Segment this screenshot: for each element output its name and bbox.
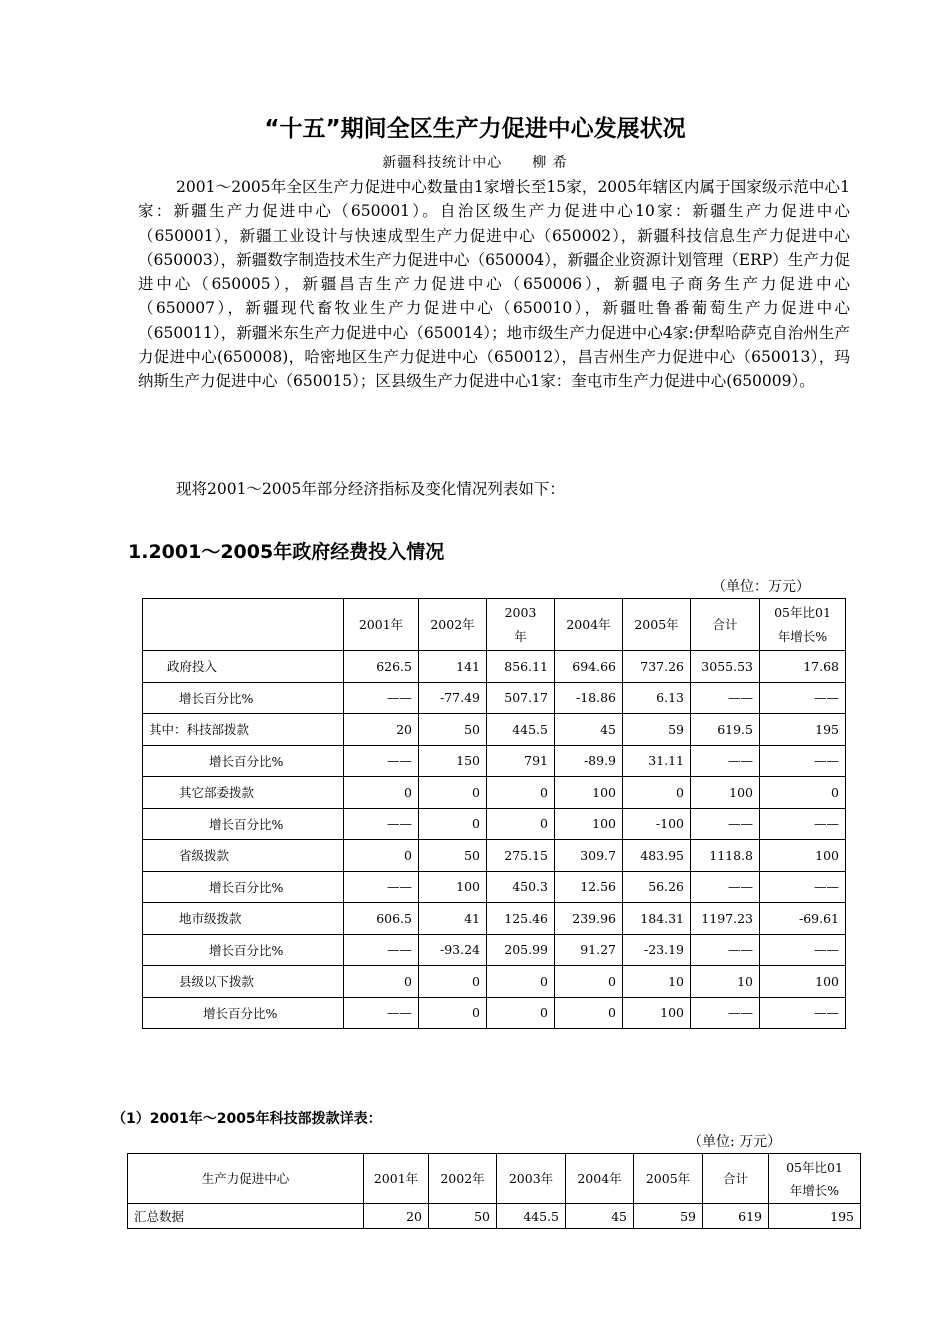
value-cell: 31.11 (623, 745, 691, 777)
table-row (143, 966, 846, 998)
table-row (143, 682, 846, 714)
value-cell: 20 (344, 714, 419, 746)
value-cell: 483.95 (623, 840, 691, 872)
header-cell (143, 599, 344, 651)
header-cell: 合计 (691, 599, 760, 651)
ministry-funding-detail-table (127, 1153, 861, 1229)
value-cell: 59 (623, 714, 691, 746)
author-line (0, 152, 950, 172)
table-row (143, 903, 846, 935)
row-label: 增长百分比% (143, 808, 344, 840)
value-cell: -93.24 (419, 934, 487, 966)
value-cell: -77.49 (419, 682, 487, 714)
value-cell: —— (760, 934, 846, 966)
value-cell: 0 (344, 777, 419, 809)
value-cell: —— (691, 997, 760, 1029)
row-label: 增长百分比% (143, 682, 344, 714)
value-cell: 694.66 (555, 651, 623, 683)
value-cell: 41 (419, 903, 487, 935)
value-cell: 100 (691, 777, 760, 809)
header-cell: 2002年 (419, 599, 487, 651)
value-cell: -23.19 (623, 934, 691, 966)
table-intro-paragraph: 现将2001～2005年部分经济指标及变化情况列表如下： (176, 480, 565, 498)
value-cell: —— (691, 871, 760, 903)
section2-heading: （1）2001年～2005年科技部拨款详表： (112, 1111, 382, 1127)
header-cell: 2005年 (623, 599, 691, 651)
header-cell: 05年比01 年增长% (760, 599, 846, 651)
value-cell: 445.5 (487, 714, 555, 746)
table-row (143, 840, 846, 872)
value-cell: 100 (760, 840, 846, 872)
value-cell: 59 (634, 1204, 703, 1229)
value-cell: 50 (429, 1204, 497, 1229)
value-cell: 0 (487, 966, 555, 998)
table-row (143, 651, 846, 683)
value-cell: 91.27 (555, 934, 623, 966)
document-title: “十五”期间全区生产力促进中心发展状况 (264, 116, 686, 142)
value-cell: 1197.23 (691, 903, 760, 935)
row-label: 汇总数据 (128, 1204, 364, 1229)
author-name: 柳 希 (532, 155, 568, 171)
value-cell: —— (344, 808, 419, 840)
value-cell: 856.11 (487, 651, 555, 683)
value-cell: 737.26 (623, 651, 691, 683)
value-cell: 0 (344, 840, 419, 872)
value-cell: —— (344, 997, 419, 1029)
value-cell: 507.17 (487, 682, 555, 714)
value-cell: —— (691, 934, 760, 966)
value-cell: —— (760, 808, 846, 840)
value-cell: 100 (623, 997, 691, 1029)
table-row (143, 871, 846, 903)
value-cell: 0 (555, 997, 623, 1029)
value-cell: 100 (555, 777, 623, 809)
value-cell: -18.86 (555, 682, 623, 714)
value-cell: 0 (760, 777, 846, 809)
value-cell: 100 (555, 808, 623, 840)
value-cell: —— (760, 745, 846, 777)
value-cell: 0 (623, 777, 691, 809)
value-cell: 606.5 (344, 903, 419, 935)
value-cell: 445.5 (497, 1204, 566, 1229)
header-cell: 2001年 (364, 1154, 429, 1204)
table-row (143, 745, 846, 777)
table-row (143, 777, 846, 809)
row-label: 增长百分比% (143, 871, 344, 903)
value-cell: 45 (566, 1204, 634, 1229)
value-cell: —— (691, 745, 760, 777)
header-cell: 05年比01 年增长% (769, 1154, 861, 1204)
value-cell: 626.5 (344, 651, 419, 683)
value-cell: 56.26 (623, 871, 691, 903)
value-cell: 205.99 (487, 934, 555, 966)
value-cell: -89.9 (555, 745, 623, 777)
value-cell: 619 (703, 1204, 769, 1229)
value-cell: —— (344, 871, 419, 903)
value-cell: 184.31 (623, 903, 691, 935)
value-cell: 239.96 (555, 903, 623, 935)
row-label: 其中：科技部拨款 (143, 714, 344, 746)
value-cell: 17.68 (760, 651, 846, 683)
section1-heading: 1.2001～2005年政府经费投入情况 (128, 541, 445, 563)
row-label: 政府投入 (143, 651, 344, 683)
author-org: 新疆科技统计中心 (382, 155, 503, 171)
value-cell: 0 (419, 997, 487, 1029)
value-cell: 6.13 (623, 682, 691, 714)
header-cell: 2003年 (497, 1154, 566, 1204)
value-cell: -100 (623, 808, 691, 840)
value-cell: 0 (555, 966, 623, 998)
value-cell: -69.61 (760, 903, 846, 935)
value-cell: 141 (419, 651, 487, 683)
value-cell: 195 (760, 714, 846, 746)
value-cell: —— (344, 745, 419, 777)
row-label: 增长百分比% (143, 997, 344, 1029)
value-cell: —— (760, 682, 846, 714)
header-cell: 2005年 (634, 1154, 703, 1204)
table-row (143, 934, 846, 966)
value-cell: 45 (555, 714, 623, 746)
value-cell: —— (344, 934, 419, 966)
intro-paragraph: 2001～2005年全区生产力促进中心数量由1家增长至15家，2005年辖区内属于国家级示范中心1家：新疆生产力促进中心（650001）。自治区级生产力促进中心10家：新疆生产力促进中心（650001），新疆工业设计与快速成型生产力促进中心（650002），新疆科技信息生产力促进中心（650003），新疆数字制造技术生产力促进中心（650004），新疆企业资源计划管理（ERP）生产力促进中心（650005），新疆昌吉生产力促进中心（650006），新疆电子商务生产力促进中心（650007），新疆现代畜牧业生产力促进中心（650010），新疆吐鲁番葡萄生产力促进中心（650011），新疆米东生产力促进中心（650014）；地市级生产力促进中心4家:伊犁哈萨克自治州生产力促进中心(650008)，哈密地区生产力促进中心（650012），昌吉州生产力促进中心（650013），玛纳斯生产力促进中心（650015）；区县级生产力促进中心1家：奎屯市生产力促进中心(650009）。 (138, 178, 850, 391)
value-cell: —— (691, 682, 760, 714)
table-row (143, 808, 846, 840)
value-cell: 0 (487, 777, 555, 809)
value-cell: 3055.53 (691, 651, 760, 683)
table-row (143, 714, 846, 746)
row-label: 省级拨款 (143, 840, 344, 872)
value-cell: 50 (419, 714, 487, 746)
section2-unit-note: （单位: 万元） (688, 1134, 782, 1150)
value-cell: 50 (419, 840, 487, 872)
value-cell: 0 (487, 808, 555, 840)
section1-unit-note: （单位：万元） (712, 579, 810, 595)
table-row (143, 997, 846, 1029)
value-cell: 450.3 (487, 871, 555, 903)
value-cell: —— (760, 997, 846, 1029)
value-cell: —— (344, 682, 419, 714)
row-label: 增长百分比% (143, 934, 344, 966)
header-cell: 2001年 (344, 599, 419, 651)
row-label: 其它部委拨款 (143, 777, 344, 809)
header-cell: 合计 (703, 1154, 769, 1204)
government-funding-table (142, 598, 846, 1029)
value-cell: 0 (344, 966, 419, 998)
value-cell: 195 (769, 1204, 861, 1229)
header-row (128, 1154, 861, 1204)
value-cell: 0 (487, 997, 555, 1029)
row-label: 增长百分比% (143, 745, 344, 777)
value-cell: 10 (623, 966, 691, 998)
row-label: 县级以下拨款 (143, 966, 344, 998)
header-cell: 2003 年 (487, 599, 555, 651)
value-cell: 1118.8 (691, 840, 760, 872)
value-cell: 10 (691, 966, 760, 998)
header-row (143, 599, 846, 651)
value-cell: 0 (419, 966, 487, 998)
value-cell: 12.56 (555, 871, 623, 903)
value-cell: 150 (419, 745, 487, 777)
value-cell: —— (691, 808, 760, 840)
value-cell: 275.15 (487, 840, 555, 872)
value-cell: 309.7 (555, 840, 623, 872)
value-cell: 0 (419, 808, 487, 840)
value-cell: 100 (419, 871, 487, 903)
header-cell: 2002年 (429, 1154, 497, 1204)
header-cell: 2004年 (555, 599, 623, 651)
value-cell: 619.5 (691, 714, 760, 746)
table-row (128, 1204, 861, 1229)
value-cell: 20 (364, 1204, 429, 1229)
value-cell: 100 (760, 966, 846, 998)
header-cell: 2004年 (566, 1154, 634, 1204)
header-cell: 生产力促进中心 (128, 1154, 364, 1204)
value-cell: 125.46 (487, 903, 555, 935)
value-cell: —— (760, 871, 846, 903)
row-label: 地市级拨款 (143, 903, 344, 935)
value-cell: 0 (419, 777, 487, 809)
value-cell: 791 (487, 745, 555, 777)
